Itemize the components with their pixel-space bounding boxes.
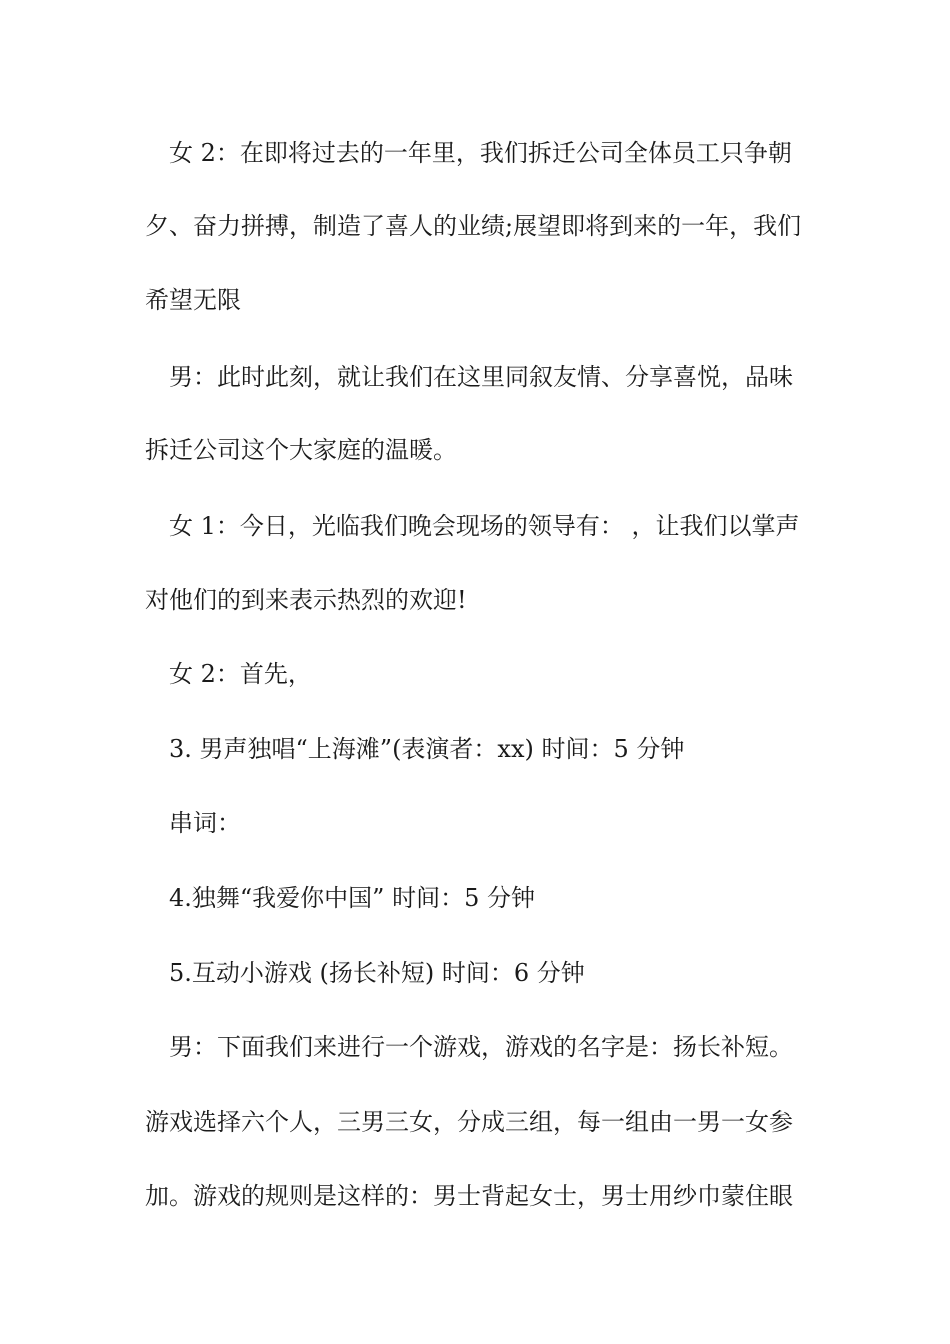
paragraph-line: 夕、奋力拼搏，制造了喜人的业绩;展望即将到来的一年，我们 — [145, 212, 802, 240]
paragraph-line: 游戏选择六个人，三男三女，分成三组，每一组由一男一女参 — [145, 1108, 793, 1136]
paragraph-line: 女 2：在即将过去的一年里，我们拆迁公司全体员工只争朝 — [169, 139, 792, 167]
paragraph-line: 希望无限 — [145, 286, 241, 314]
paragraph-line: 男：此时此刻，就让我们在这里同叙友情、分享喜悦，品味 — [169, 363, 793, 391]
program-item: 3. 男声独唱“上海滩”(表演者：xx) 时间：5 分钟 — [169, 735, 685, 763]
paragraph-line: 加。游戏的规则是这样的：男士背起女士，男士用纱巾蒙住眼 — [145, 1182, 793, 1210]
paragraph-line: 女 1：今日，光临我们晚会现场的领导有： ，让我们以掌声 — [169, 512, 800, 540]
paragraph-line: 对他们的到来表示热烈的欢迎! — [145, 586, 467, 614]
paragraph-line: 拆迁公司这个大家庭的温暖。 — [145, 436, 457, 464]
paragraph-line: 男：下面我们来进行一个游戏，游戏的名字是：扬长补短。 — [169, 1033, 793, 1061]
paragraph-line: 女 2：首先， — [169, 660, 312, 688]
program-item: 4.独舞“我爱你中国” 时间：5 分钟 — [169, 884, 535, 912]
program-item: 5.互动小游戏 (扬长补短) 时间：6 分钟 — [169, 959, 585, 987]
paragraph-line: 串词： — [169, 809, 241, 837]
